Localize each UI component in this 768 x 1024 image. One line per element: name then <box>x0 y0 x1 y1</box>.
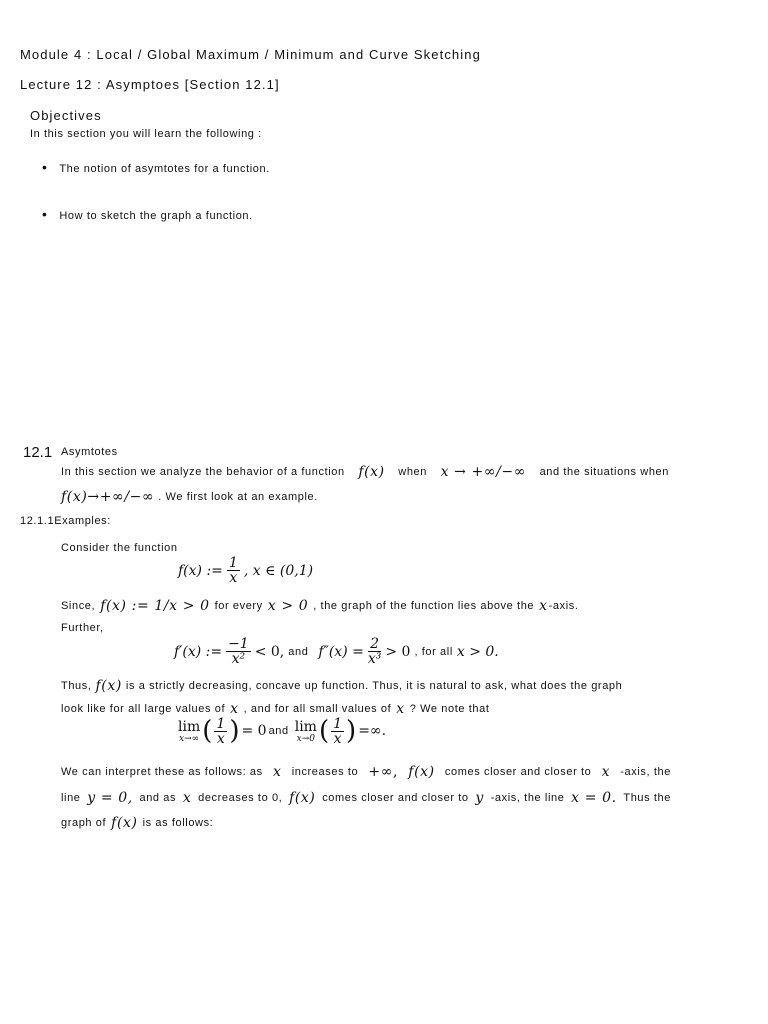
graph-line: graph of f(x) is as follows: <box>61 815 214 831</box>
look-line: look like for all large values of x , and for all small values of x ? We note that <box>61 701 490 717</box>
lecture-title: Lecture 12 : Asymptoes [Section 12.1] <box>20 77 280 92</box>
objective-item <box>42 206 253 224</box>
objective-item <box>42 159 270 177</box>
objectives-heading: Objectives <box>30 108 102 123</box>
objective-text: The notion of asymtotes for a function. <box>59 163 270 175</box>
consider-text: Consider the function <box>61 542 178 554</box>
fraction: $\frac{-1}{\text{x²}}$ <box>228 636 249 667</box>
objective-text: How to sketch the graph a function. <box>59 210 253 222</box>
fraction: $\frac{1}{x}$ <box>216 715 226 747</box>
section-number: 12.1 <box>23 444 53 461</box>
bullet-icon: • <box>42 159 47 175</box>
line-line: line y = 0, and as x decreases to 0, f(x) comes closer and closer to y -axis, the line x = 0. Thus the <box>61 790 671 806</box>
interpret-line: We can interpret these as follows: as x increases to +∞, f(x) comes closer and closer to x -axis, the <box>61 764 671 780</box>
function-definition: f(x) := $\frac{1}{x}$ , x ∈ (0,1) <box>178 555 314 586</box>
fraction: $\frac{2}{\text{x³}}$ <box>367 636 382 667</box>
module-title: Module 4 : Local / Global Maximum / Minimum and Curve Sketching <box>20 47 481 62</box>
section-title: Asymtotes <box>61 446 118 458</box>
since-line: Since, f(x) := 1/x > 0 for every x > 0 , the graph of the function lies above the x -axis. <box>61 598 579 614</box>
thus-line: Thus, f(x) is a strictly decreasing, concave up function. Thus, it is natural to ask, what does the graph <box>61 678 623 694</box>
further-text: Further, <box>61 622 104 634</box>
bullet-icon: • <box>42 206 47 222</box>
subsection-heading: 12.1.1Examples: <box>20 515 111 527</box>
limit-operator: lim x→∞ <box>178 718 201 744</box>
derivatives-formula: f′(x) := $\frac{-1}{\text{x²}}$ < 0, and f″(x) = $\frac{2}{\text{x³}}$ > 0 , for all x > 0. <box>174 636 499 667</box>
objectives-intro: In this section you will learn the following : <box>30 128 262 140</box>
section-paragraph-line1: In this section we analyze the behavior of a function f(x) when x → +∞/−∞ and the situations when <box>61 464 669 480</box>
limits-formula: lim x→∞ ( $\frac{1}{x}$ ) = 0 and lim x→0 ( $\frac{1}{x}$ ) =∞. <box>178 715 387 747</box>
limit-operator: lim x→0 <box>294 718 317 744</box>
section-paragraph-line2: f(x)→+∞/−∞ . We first look at an example. <box>61 489 318 505</box>
fraction: $\frac{1}{x}$ <box>228 555 238 586</box>
fraction: $\frac{1}{x}$ <box>333 715 343 747</box>
